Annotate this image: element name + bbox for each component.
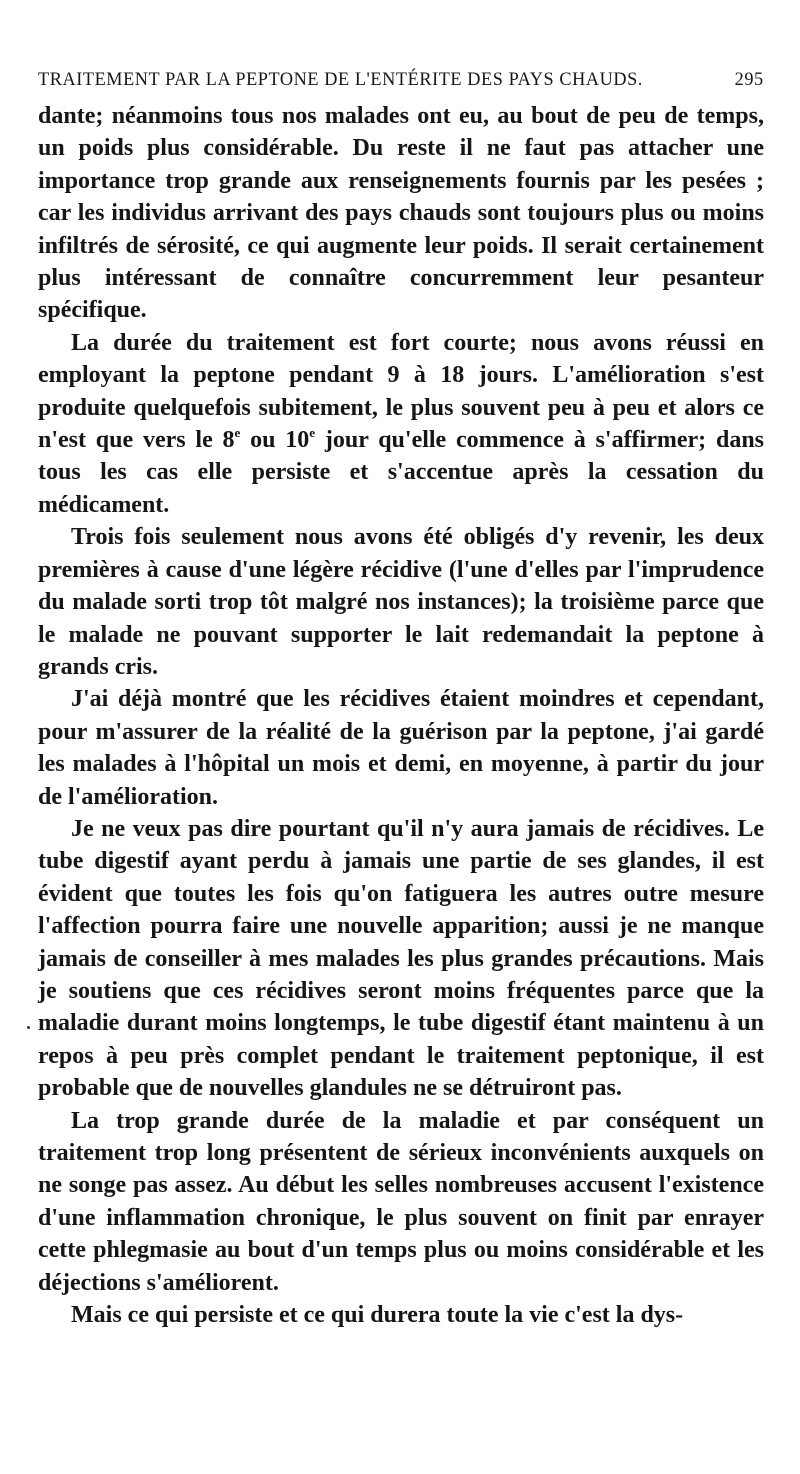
ordinal-superscript: e <box>309 425 316 441</box>
ordinal-superscript: e <box>234 425 241 441</box>
paragraph-continuation: dante; néanmoins tous nos malades ont eu, au bout de peu de temps, un poids plus considérable. Du reste il ne faut pas attacher une importance trop grande aux renseignements fournis par les pesées ; car les individus arrivant des pays chauds sont toujours plus ou moins infiltrés de sérosité, ce qui augmente leur poids. Il serait certainement plus intéressant de connaître concurremment leur pesanteur spécifique. <box>38 103 764 324</box>
paragraph-relapses-count: Trois fois seulement nous avons été obligés d'y revenir, les deux premières à cause d'une légère récidive (l'une d'elles par l'imprudence du malade sorti trop tôt malgré nos instances); la troisième parce que le malade ne pouvant supporter le lait redemandait la peptone à grands cris. <box>38 524 764 680</box>
margin-dot-mark <box>27 1026 30 1029</box>
paragraph-treatment-duration <box>38 327 764 521</box>
running-title: TRAITEMENT PAR LA PEPTONE DE L'ENTÉRITE DES PAYS CHAUDS. <box>38 69 643 90</box>
body-text <box>38 100 764 1331</box>
book-page <box>38 68 764 1331</box>
paragraph-text-part: ou 10 <box>240 427 310 454</box>
page-number: 295 <box>734 69 764 90</box>
running-head <box>38 68 764 92</box>
paragraph-hospital-stay: J'ai déjà montré que les récidives étaient moindres et cependant, pour m'assurer de la réalité de la guérison par la peptone, j'ai gardé les malades à l'hôpital un mois et demi, en moyenne, à partir du jour de l'amélioration. <box>38 686 764 810</box>
paragraph-recurrence: Je ne veux pas dire pourtant qu'il n'y aura jamais de récidives. Le tube digestif ayant perdu à jamais une partie de ses glandes, il est évident que toutes les fois qu'on fatiguera les autres outre mesure l'affection pourra faire une nouvelle apparition; aussi je ne manque jamais de conseiller à mes malades les plus grandes précautions. Mais je soutiens que ces récidives seront moins fréquentes parce que la maladie durant moins longtemps, le tube digestif étant maintenu à un repos à peu près complet pendant le traitement peptonique, il est probable que de nouvelles glandules ne se détruiront pas. <box>38 815 764 1102</box>
paragraph-final-line: Mais ce qui persiste et ce qui durera toute la vie c'est la dys- <box>71 1302 684 1329</box>
paragraph-text-part: La durée du traitement est fort courte; nous avons réussi en employant la peptone pendant 9 à 18 jours. L'amélioration s'est produite quelquefois subitement, le plus souvent peu à peu et alors ce n'est que vers le 8 <box>38 329 764 454</box>
paragraph-text-part: jour qu'elle commence à s'affirmer; dans tous les cas elle persiste et s'accentue après la cessation du médicament. <box>38 427 765 518</box>
paragraph-disease-duration: La trop grande durée de la maladie et par conséquent un traitement trop long présentent de sérieux inconvénients auxquels on ne songe pas assez. Au début les selles nombreuses accusent l'existence d'une inflammation chronique, le plus souvent on finit par enrayer cette phlegmasie au bout d'un temps plus ou moins considérable et les déjections s'améliorent. <box>38 1107 764 1296</box>
